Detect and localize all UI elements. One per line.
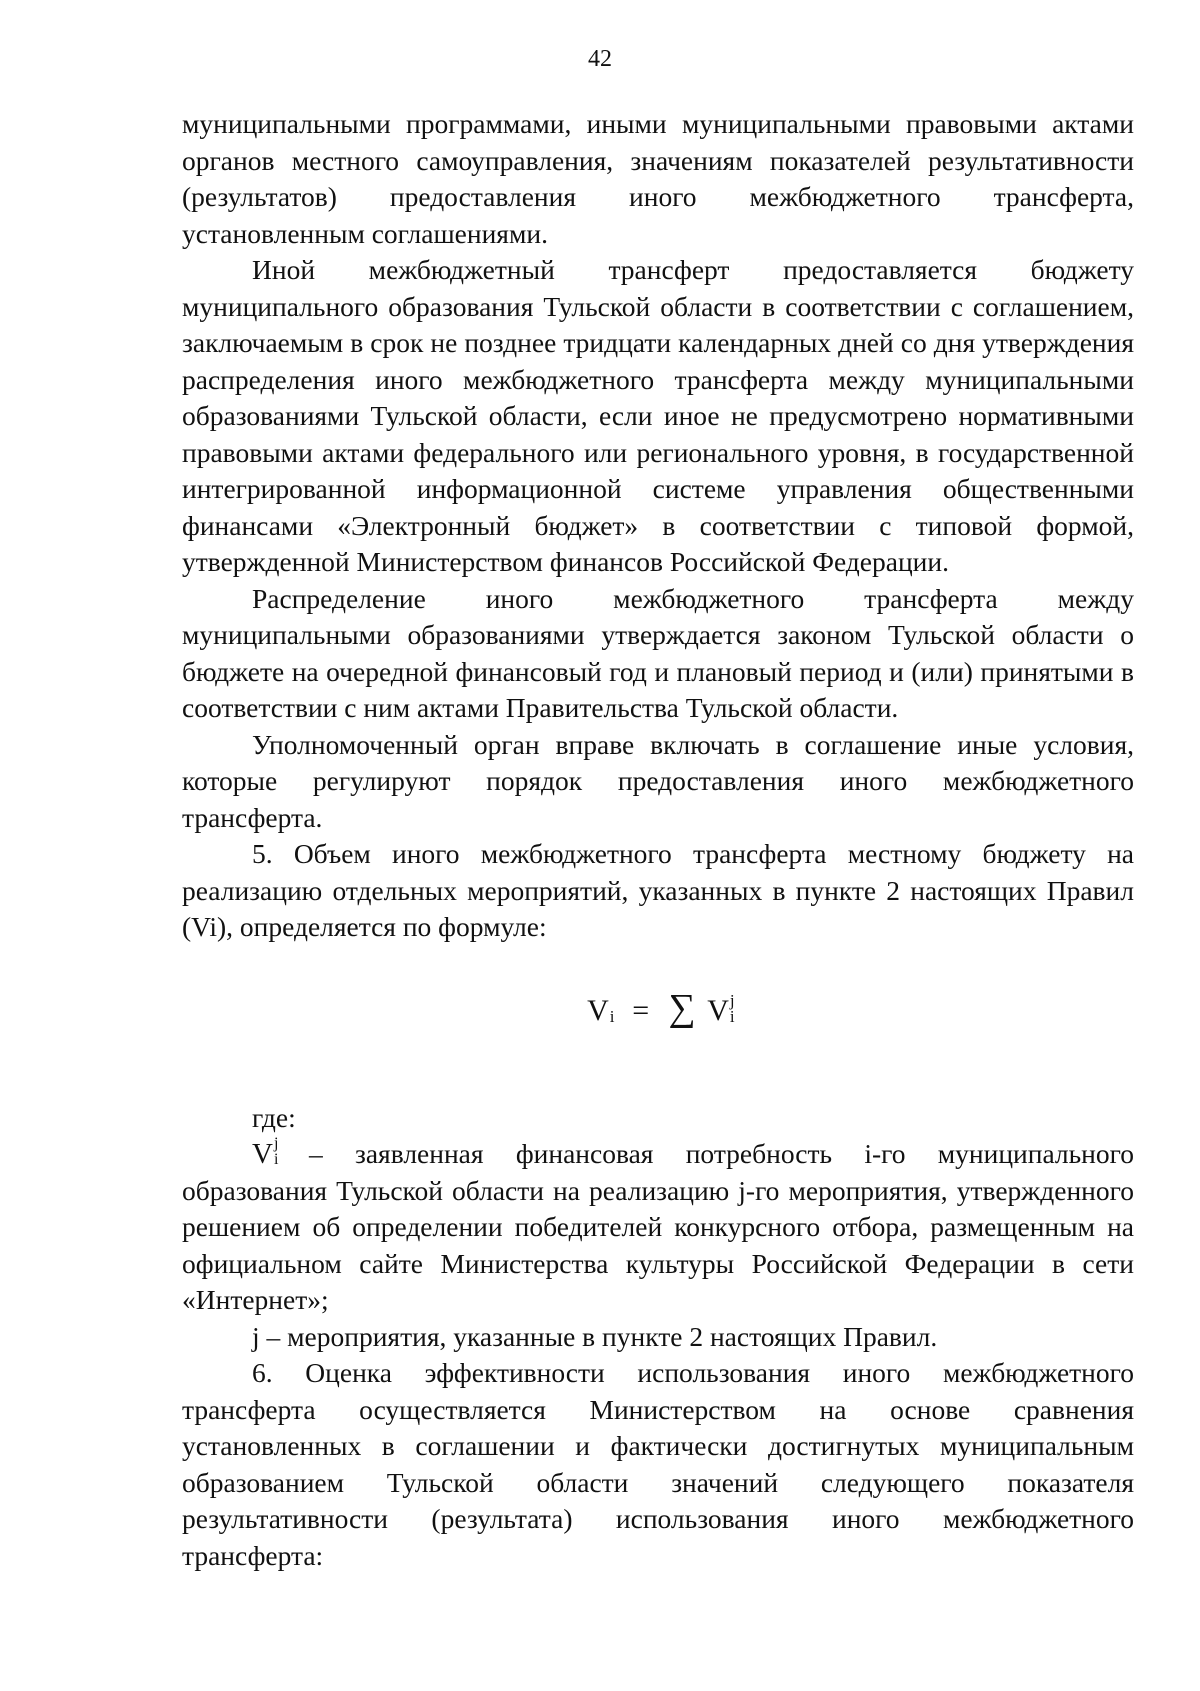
- paragraph-item-5: 5. Объем иного межбюджетного трансферта местному бюджету на реализацию отдельных мероприятий, указанных в пункте 2 настоящих Правил (Vi), определяется по формуле:: [182, 838, 1134, 942]
- definition-j: j – мероприятия, указанные в пункте 2 настоящих Правил.: [252, 1320, 938, 1352]
- where-label: где:: [252, 1101, 296, 1133]
- definition-vij: [182, 1136, 1134, 1319]
- paragraph-continuation: муниципальными программами, иными муниципальными правовыми актами органов местного самоуправления, значениям показателей результативности (результатов) предоставления иного межбюджетного трансферта, установленным соглашениями.: [182, 108, 1134, 249]
- formula-lhs: V i: [587, 993, 615, 1027]
- paragraph-authorized-body: Уполномоченный орган вправе включать в соглашение иные условия, которые регулируют порядок предоставления иного межбюджетного трансферта.: [182, 728, 1134, 833]
- paragraph-item-6: 6. Оценка эффективности использования иного межбюджетного трансферта осуществляется Министерством на основе сравнения установленных в соглашении и фактически достигнутых муниципальным образованием Тульской области значений следующего показателя результативности (результата) использования иного межбюджетного трансферта:: [182, 1357, 1134, 1571]
- formula-sum-symbol: ∑: [668, 986, 696, 1029]
- paragraph-distribution: Распределение иного межбюджетного трансферта между муниципальными образованиями утверждается законом Тульской области о бюджете на очередной финансовый год и плановый период и (или) принятыми в соответствии с ним актами Правительства Тульской области.: [182, 582, 1134, 723]
- document-body: [182, 106, 1134, 1574]
- page-number: 42: [588, 46, 612, 72]
- definition-vij-text: – заявленная финансовая потребность i-го муниципального образования Тульской области на реализацию j-го мероприятия, утвержденного решением об определении победителей конкурсного отбора, размещенным на официальном сайте Министерства культуры Российской Федерации в сети «Интернет»;: [182, 1138, 1134, 1315]
- formula: [182, 946, 1134, 1062]
- paragraph-agreement: Иной межбюджетный трансферт предоставляется бюджету муниципального образования Тульской области в соответствии с соглашением, заключаемым в срок не позднее тридцати календарных дней со дня утверждения распределения иного межбюджетного трансферта между муниципальными образованиями Тульской области, если иное не предусмотрено нормативными правовыми актами федерального или регионального уровня, в государственной интегрированной информационной системе управления общественными финансами «Электронный бюджет» в соответствии с типовой формой, утвержденной Министерством финансов Российской Федерации.: [182, 254, 1134, 577]
- definition-symbol: V j i: [252, 1135, 279, 1170]
- formula-rhs: V j i: [707, 990, 735, 1027]
- formula-equals: =: [632, 993, 650, 1027]
